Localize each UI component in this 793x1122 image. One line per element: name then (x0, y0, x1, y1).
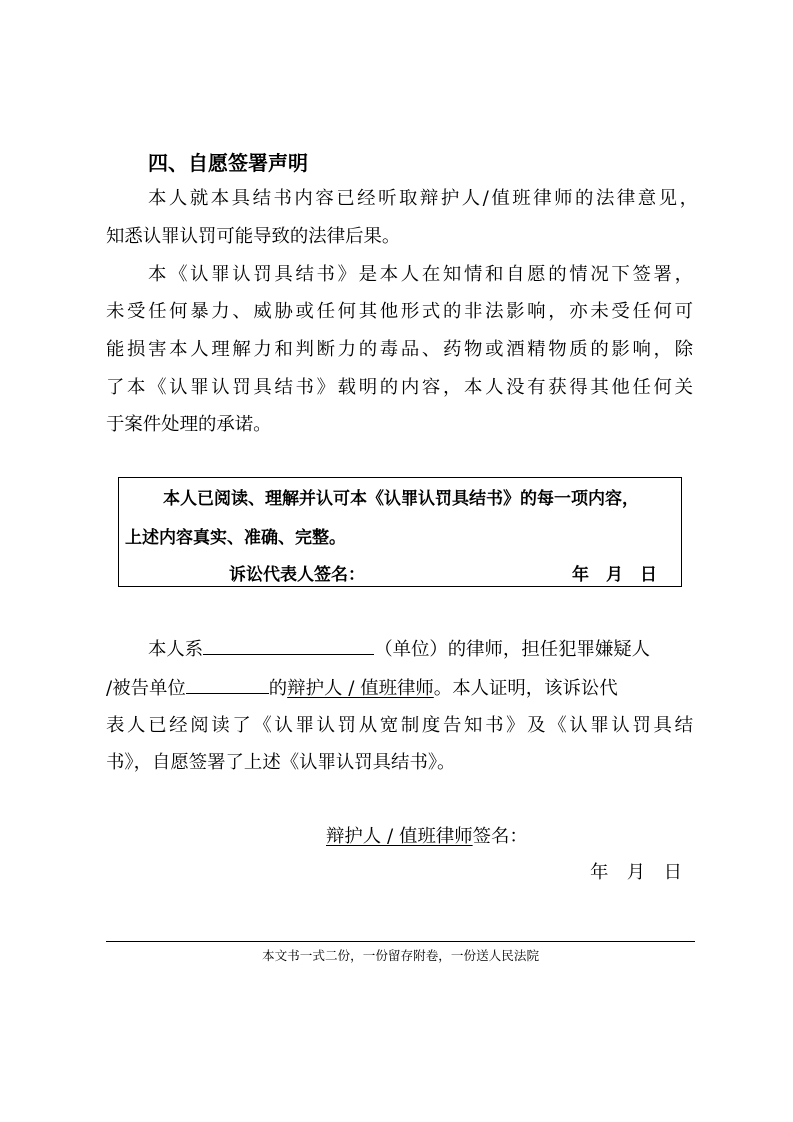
representative-sign-label: 诉讼代表人签名： (229, 565, 365, 585)
para2-line1: 本《认罪认罚具结书》是本人在知情和自愿的情况下签署， (148, 264, 693, 285)
box-line2: 上述内容真实、准确、完整。 (125, 528, 346, 548)
para2-line4: 了本《认罪认罚具结书》载明的内容，本人没有获得其他任何关 (106, 377, 693, 398)
defendant-unit-blank[interactable] (186, 675, 269, 694)
unit-blank[interactable] (203, 636, 374, 655)
statement-line1 (148, 636, 650, 663)
box-date: 年 月 日 (572, 565, 657, 585)
section-heading: 四、自愿签署声明 (148, 151, 308, 175)
statement-l2-de: 的 (268, 678, 288, 699)
statement-line2 (106, 675, 618, 702)
statement-l2-prefix: /被告单位 (106, 678, 186, 699)
box-line1: 本人已阅读、理解并认可本《认罪认罚具结书》的每一项内容， (163, 489, 639, 509)
para2-line2: 未受任何暴力、威胁或任何其他形式的非法影响，亦未受任何可 (106, 301, 693, 322)
para2-line5: 于案件处理的承诺。 (106, 414, 272, 435)
footer-divider (106, 941, 695, 942)
lawyer-signature-role: 辩护人 / 值班律师 (326, 826, 473, 847)
statement-l1-suffix: （单位）的律师，担任犯罪嫌疑人 (374, 639, 651, 660)
para2-line3: 能损害本人理解力和判断力的毒品、药物或酒精物质的影响，除 (106, 339, 693, 360)
statement-line4: 书》，自愿签署了上述《认罪认罚具结书》。 (106, 752, 456, 773)
lawyer-signature-line (326, 824, 528, 850)
statement-l1-prefix: 本人系 (148, 639, 204, 660)
lawyer-signature-suffix: 签名： (472, 826, 528, 847)
confirmation-box (118, 477, 682, 587)
statement-l2-suffix: 。本人证明，该诉讼代 (433, 678, 618, 699)
statement-l2-role: 辩护人 / 值班律师 (287, 678, 434, 699)
statement-line3: 表人已经阅读了《认罪认罚从宽制度告知书》及《认罪认罚具结 (106, 715, 693, 736)
lawyer-signature-date: 年 月 日 (590, 862, 682, 883)
para1-line2: 知悉认罪认罚可能导致的法律后果。 (106, 226, 401, 247)
footer-note: 本文书一式二份，一份留存附卷，一份送人民法院 (261, 948, 540, 963)
para1-line1: 本人就本具结书内容已经听取辩护人/值班律师的法律意见， (148, 188, 698, 209)
